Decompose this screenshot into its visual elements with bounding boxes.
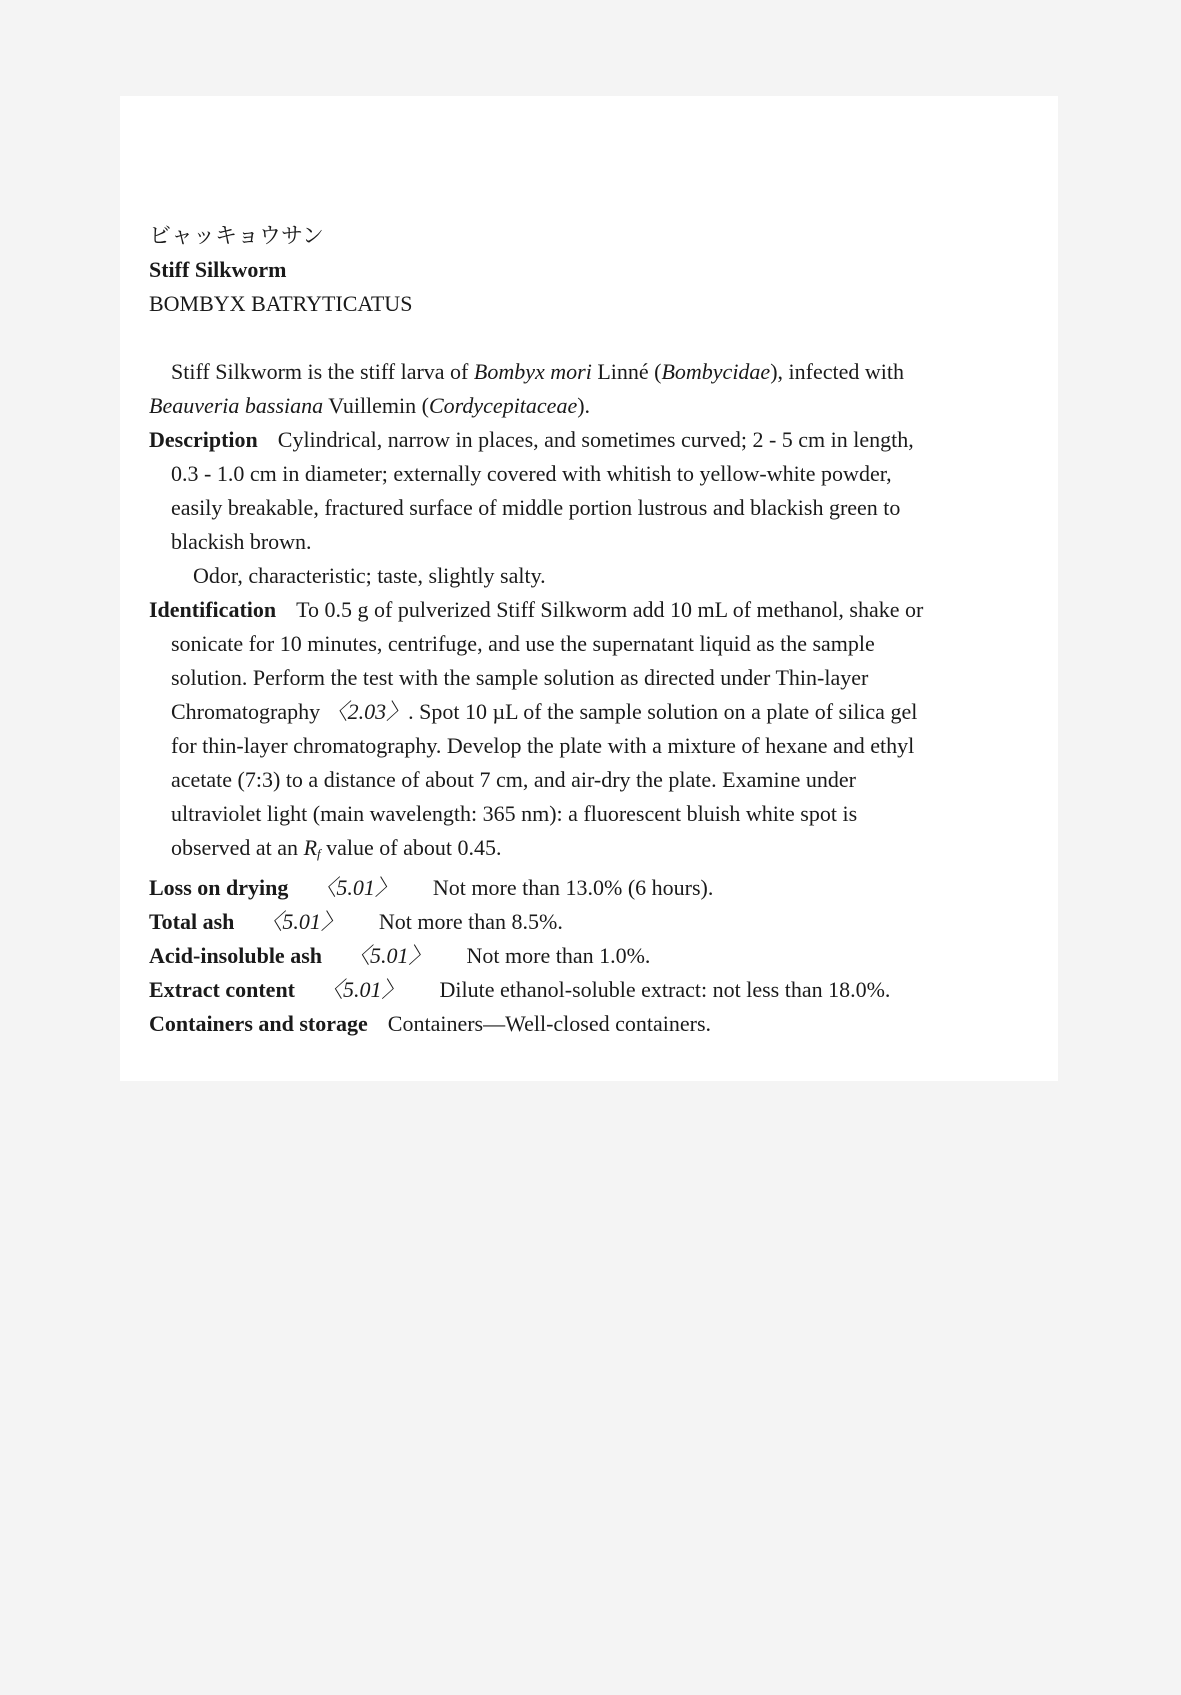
description-text: Cylindrical, narrow in places, and sometimes curved; 2 - 5 cm in length,: [277, 427, 914, 452]
intro-line-1: [149, 355, 1049, 389]
species-name: Bombyx mori: [473, 359, 592, 384]
section-label-extract-content: Extract content: [149, 977, 296, 1002]
identification-text: To 0.5 g of pulverized Stiff Silkworm add 10 mL of methanol, shake or: [296, 597, 924, 622]
test-result-text: Dilute ethanol-soluble extract: not less than 18.0%.: [439, 977, 891, 1002]
intro-text: ), infected with: [770, 359, 904, 384]
test-result-text: Not more than 8.5%.: [378, 909, 563, 934]
test-loss-on-drying: [149, 871, 1049, 905]
identification-line-1: [149, 593, 1049, 627]
identification-text: value of about 0.45.: [320, 835, 502, 860]
intro-text: Vuillemin (: [323, 393, 429, 418]
section-label-loss-on-drying: Loss on drying: [149, 875, 289, 900]
family-name: Bombycidae: [661, 359, 771, 384]
test-total-ash: [149, 905, 1049, 939]
rf-subscript: f: [317, 846, 321, 861]
identification-line-8: [149, 831, 1049, 871]
identification-line-2: sonicate for 10 minutes, centrifuge, and use the supernatant liquid as the sample: [171, 631, 875, 656]
identification-line-5: for thin-layer chromatography. Develop the plate with a mixture of hexane and ethyl: [171, 733, 915, 758]
description-line-1: [149, 423, 1049, 457]
test-acid-insoluble-ash: [149, 939, 1049, 973]
identification-line-7: ultraviolet light (main wavelength: 365 nm): a fluorescent bluish white spot is: [171, 801, 858, 826]
identification-text: Chromatography: [171, 699, 326, 724]
identification-line-4: [149, 695, 1049, 729]
section-label-total-ash: Total ash: [149, 909, 235, 934]
description-line-2: 0.3 - 1.0 cm in diameter; externally covered with whitish to yellow-white powder,: [171, 461, 892, 486]
family-name: Cordycepitaceae: [428, 393, 578, 418]
intro-line-2: [149, 389, 1049, 423]
latin-title: BOMBYX BATRYTICATUS: [149, 291, 413, 316]
test-result-text: Not more than 1.0%.: [466, 943, 651, 968]
identification-line-3: solution. Perform the test with the sample solution as directed under Thin-layer: [171, 665, 869, 690]
section-label-identification: Identification: [149, 597, 277, 622]
section-label-description: Description: [149, 427, 258, 452]
storage-text: Containers—Well-closed containers.: [387, 1011, 712, 1036]
description-line-4: blackish brown.: [171, 529, 312, 554]
monograph-body: [149, 219, 1049, 1041]
intro-text: Stiff Silkworm is the stiff larva of: [171, 359, 474, 384]
test-method-ref: 〈2.03〉: [325, 699, 409, 724]
identification-text: . Spot 10 µL of the sample solution on a plate of silica gel: [408, 699, 918, 724]
test-result-text: Not more than 13.0% (6 hours).: [432, 875, 714, 900]
intro-text: Linné (: [591, 359, 662, 384]
english-title: Stiff Silkworm: [149, 257, 287, 282]
test-method-ref: 〈5.01〉: [260, 909, 343, 934]
species-name: Beauveria bassiana: [149, 393, 324, 418]
test-method-ref: 〈5.01〉: [314, 875, 397, 900]
test-extract-content: [149, 973, 1049, 1007]
identification-line-6: acetate (7:3) to a distance of about 7 cm, and air-dry the plate. Examine under: [171, 767, 856, 792]
description-odor: Odor, characteristic; taste, slightly salty.: [193, 563, 546, 588]
containers-and-storage: [149, 1007, 1049, 1041]
description-line-3: easily breakable, fractured surface of middle portion lustrous and blackish green to: [171, 495, 901, 520]
spacer: [149, 321, 1049, 355]
section-label-acid-insoluble-ash: Acid-insoluble ash: [149, 943, 322, 968]
section-label-storage: Containers and storage: [149, 1011, 368, 1036]
rf-symbol: R: [303, 835, 318, 860]
test-method-ref: 〈5.01〉: [348, 943, 431, 968]
document-page: [120, 96, 1058, 1081]
katakana-title: ビャッキョウサン: [149, 223, 324, 248]
identification-text: observed at an: [171, 835, 304, 860]
intro-text: ).: [577, 393, 591, 418]
test-method-ref: 〈5.01〉: [321, 977, 404, 1002]
